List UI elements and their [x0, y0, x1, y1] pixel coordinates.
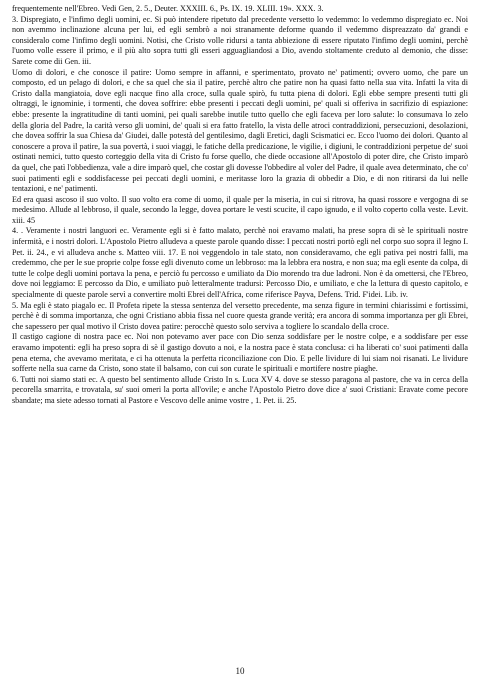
- paragraph-verse-6: 6. Tutti noi siamo stati ec. A questo bel sentimento allude Cristo In s. Luca XV 4. dove se stesso paragona al pastore, che va in cerca della pecorella smarrita, e trovatala, su' suoi omeri la porta all'ovile; e anche l'Apostolo Pietro dove dice a' suoi Cristiani: Eravate come pecore sbandate; ma siete adesso tornati al Pastore e Vescovo delle anime vostre , 1. Pet. ii. 25.: [12, 374, 468, 405]
- paragraph-volto-ascoso: Ed era quasi ascoso il suo volto. Il suo volto era come di uomo, il quale per la miseria, in cui si ritrova, ha quasi rossore e vergogna di se medesimo. Allude al lebbroso, il quale, secondo la legge, dovea portare le vesti scucite, il capo ignudo, e il volto coperto colla veste. Levit. xiii. 45: [12, 194, 468, 225]
- paragraph-verse-5: 5. Ma egli è stato piagalo ec. Il Profeta ripete la stessa sentenza del versetto precedente, ma senza figure in termini chiarissimi e fortissimi, perchè è di somma importanza, che ogni Cristiano abbia fissa nel cuore questa grande verità; era ancora di somma importanza per gli Ebrei, che sapessero per qual motivo il Cristo dovea patire: perocchè questo solo serviva a togliere lo scandalo della croce.: [12, 300, 468, 331]
- paragraph-intro: frequentemente nell'Ebreo. Vedi Gen, 2. 5., Deuter. XXXIII. 6., Ps. IX. 19. XLIII. 19». XXX. 3.: [12, 4, 324, 13]
- paragraph-verse-3: 3. Dispregiato, e l'infimo degli uomini, ec. Si può intendere ripetuto dal precedente versetto lo vedemmo: lo vedemmo dispregiato ec. Noi non avemmo inclinazione alcuna per lui, ed egli sembrò a noi stranamente deforme quando il vedemmo dispreazzato da' grandi e consideralo come l'infimo degli uomini. Notisi, che Cristo volle ridursi a tanta abbiezione di essere riputato l'infimo degli uomini, perchè l'uomo volle essere il primo, e il più alto sopra tutti gli esseri agguagliandosi a Dio, avendo stoltamente creduto al demonio, che disse: Sarete come dii Gen. iii.: [12, 14, 468, 66]
- paragraph-castigo: Il castigo cagione di nostra pace ec. Noi non potevamo aver pace con Dio senza soddisfare per le nostre colpe, e a soddisfare per esse eravamo impotenti: egli ha preso sopra di sè il gastigo dovuto a noi, e la nostra pace è stata conclusa: ci ha liberati co' suoi patimenti dalla pena eterna, che avevamo meritata, e ci ha ottenuta la perfetta riconciliazione con Dio. E pelle lividure di lui siam noi risanati. Le lividure sofferte nella sua carne da Cristo, sono state il balsamo, con cui son curate le spirituali e mortifere nostre piaghe.: [12, 332, 468, 374]
- page-number: 10: [235, 666, 245, 676]
- paragraph-uomo-di-dolori: Uomo di dolori, e che conosce il patire: Uomo sempre in affanni, e sperimentato, provato ne' patimenti; ovvero uomo, che pare un composto, ed un pelago di dolori, e che sa quel che sia il patire, perchè altro che patire non ha quasi fatto nella sua vita. Infatti la vita di Cristo dalla mangiatoia, dove egli nacque fino alla croce, sulla quale spirò, fu tutta piena di dolori. Egli ebbe sempre presenti tutti gli oltraggi, le ignominie, i tormenti, che dovea soffrire: ebbe presenti i peccati degli uomini, pe' quali si offeriva in sacrifizio di espiazione: ebbe: presente la ingratitudine di tanti uomini, pei quali sarebbe inutile tutto quello che egli faceva per loro salute: lo consumava lo zelo della gloria del Padre, la carità verso gli uomini, de' quali si era fatto fratello, la vista delle atroci contraddizioni, persecuzioni, desolazioni, che dovea soffrir la sua Chiesa da' Giudei, dalle potestà del gentilesimo, dagli Eretici, dagli Scismatici ec. Ecco l'uomo dei dolori. Quanto al conoscere a prova il patire, la sua povertà, i suoi viaggi, le fatiche della predicazione, le vigilie, i digiuni, le contraddizioni perpetue de' suoi ostinati nemici, tutto questo corteggio della vita di Cristo fu forse quello, che diede occasione all'Apostolo di poter dire, che Cristo imparò da quel, che patì l'obbedienza, vale a dire imparò quel, che costar gli dovesse l'obbedire al voler del Padre, il quale avea determinato, che co' suoi patimenti egli e soddisfacesse pei peccati degli uomini, e meritasse loro la grazia di obbedir a Dio, e di non ritirarsi da lui nelle tentazioni, e ne' patimenti.: [12, 67, 468, 194]
- body-text: [12, 4, 468, 407]
- paragraph-verse-4: 4. . Veramente i nostri languori ec. Veramente egli si è fatto malato, perchè noi eravamo malati, ha prese sopra di sè le spirituali nostre infermità, e i nostri dolori. L'Apostolo Pietro alludeva a queste parole quando disse: I peccati nostri portò egli nel corpo suo sopra il legno I. Pet. ii. 24., e vi alludeva anche s. Matteo viii. 17. E noi veggendolo in tale stato, non consideravamo, che egli pativa pei nostri falli, ma credemmo, che per le sue proprie colpe fosse egli divenuto come un lebbroso: ma la lebbra era nostra, e non sua; ma egli esente da colpa, di tutte le colpe degli uomini portava la pena, e perciò fu percosso e umiliato da Dio morendo tra due ladroni. Non è da omettersi, che l'Ebreo, dove noi leggiamo: E percosso da Dio, e umiliato può letteralmente tradursi: Percosso Dio, e umiliato, e che la lettura di questo capitolo, e specialmente di queste parole servì a convertire molti Ebrei dell'Africa, come riferisce Payva, Defens. Trid. F'idei. Lib. iv.: [12, 226, 468, 300]
